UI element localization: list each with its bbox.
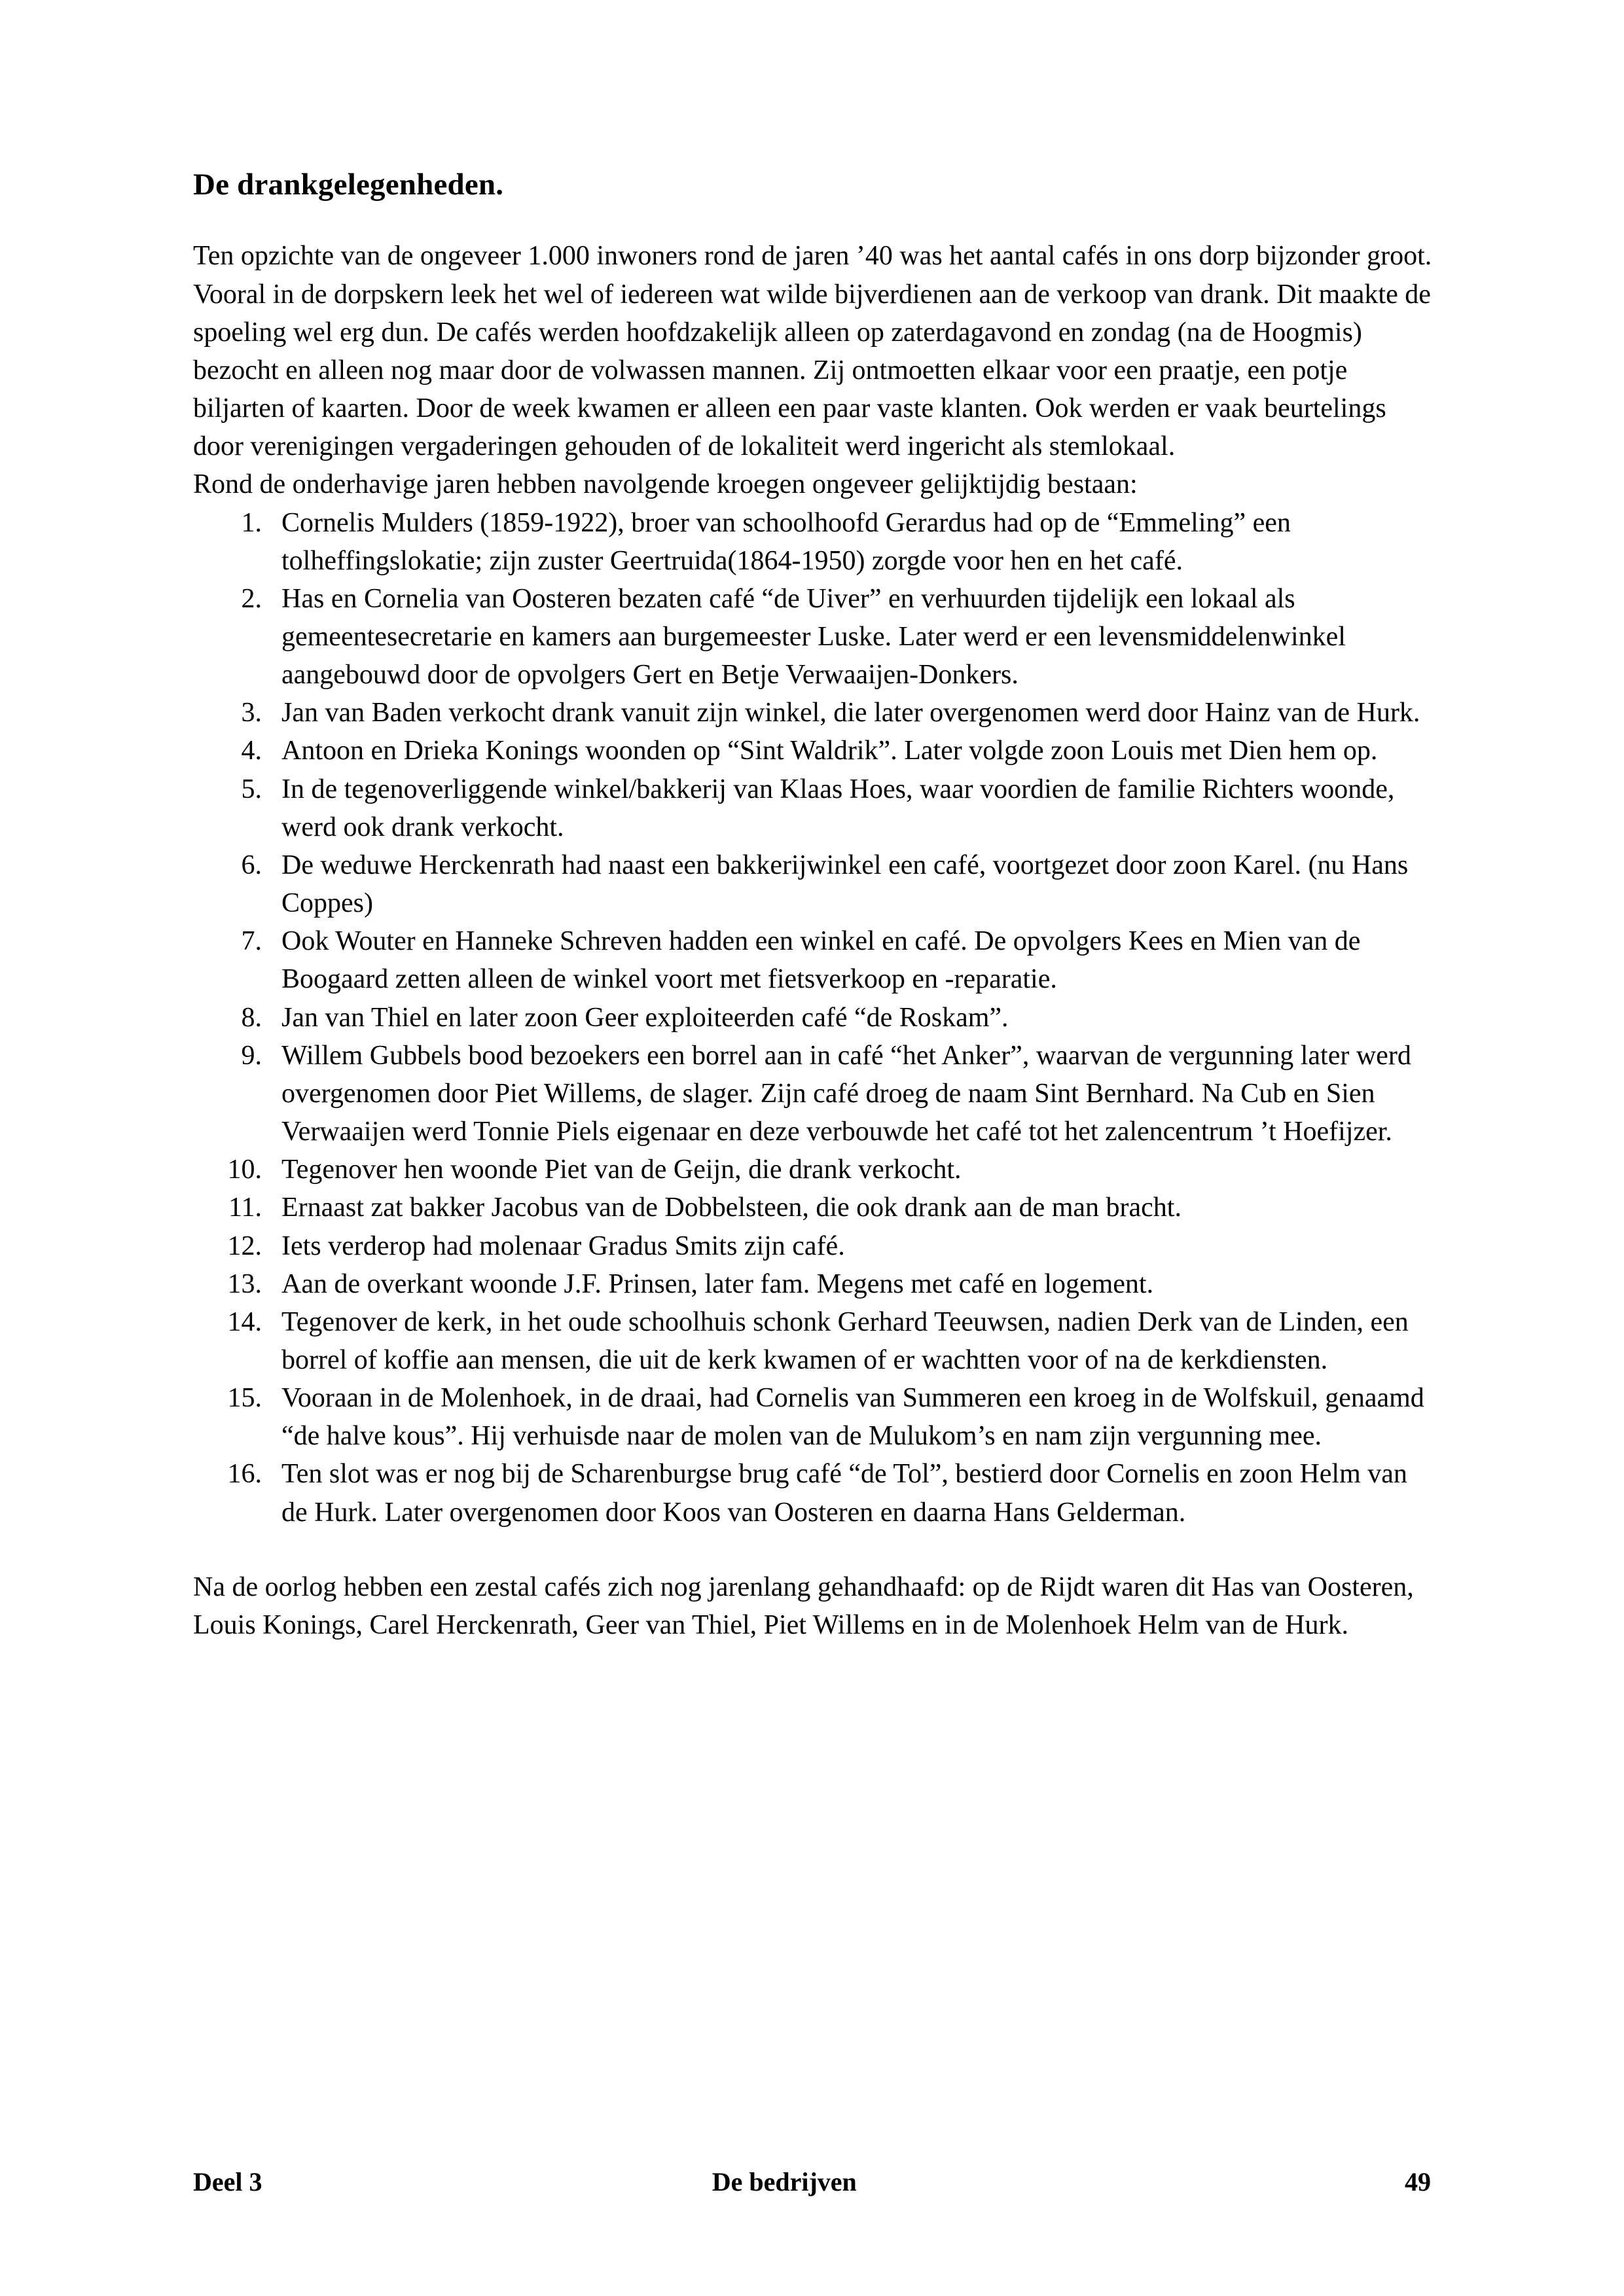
list-item xyxy=(193,1037,1437,1151)
list-item xyxy=(193,1265,1437,1303)
list-item xyxy=(193,999,1437,1037)
list-item xyxy=(193,1455,1437,1531)
list-item-marker: 1. xyxy=(241,507,262,538)
page-footer xyxy=(193,2166,1431,2197)
list-item-marker: 15. xyxy=(227,1383,262,1414)
page-title: De drankgelegenheden. xyxy=(193,168,504,202)
list-item-marker: 5. xyxy=(241,774,262,804)
list-item-text: Iets verderop had molenaar Gradus Smits zijn café. xyxy=(281,1230,845,1261)
closing-paragraph: Na de oorlog hebben een zestal cafés zich nog jarenlang gehandhaafd: op de Rijdt waren dit Has van Oosteren, Louis Konings, Carel Herckenrath, Geer van Thiel, Piet Willems en in de Molenhoek Helm van de Hurk. xyxy=(193,1571,1414,1640)
list-item-marker: 8. xyxy=(241,1002,262,1033)
list-item-text: Aan de overkant woonde J.F. Prinsen, later fam. Megens met café en logement. xyxy=(281,1268,1154,1299)
intro-paragraph: Ten opzichte van de ongeveer 1.000 inwoners rond de jaren ’40 was het aantal cafés in ons dorp bijzonder groot. Vooral in de dorpskern leek het wel of iedereen wat wilde bijverdienen aan de verkoop van drank. Dit maakte de spoeling wel erg dun. De cafés werden hoofdzakelijk alleen op zaterdagavond en zondag (na de Hoogmis) bezocht en alleen nog maar door de volwassen mannen. Zij ontmoetten elkaar voor een praatje, een potje biljarten of kaarten. Door de week kwamen er alleen een paar vaste klanten. Ook werden er vaak beurtelings door verenigingen vergaderingen gehouden of de lokaliteit werd ingericht als stemlokaal. xyxy=(193,241,1432,462)
list-item-text: Jan van Baden verkocht drank vanuit zijn winkel, die later overgenomen werd door Hainz van de Hurk. xyxy=(281,698,1420,728)
footer-page-number: 49 xyxy=(1405,2167,1431,2197)
footer-chapter-title: De bedrijven xyxy=(712,2167,857,2197)
list-item-marker: 4. xyxy=(241,736,262,766)
list-item-marker: 12. xyxy=(227,1230,262,1261)
list-item-text: Tegenover hen woonde Piet van de Geijn, die drank verkocht. xyxy=(281,1155,962,1185)
list-item-marker: 3. xyxy=(241,698,262,728)
list-item xyxy=(193,694,1437,732)
list-item-text: Ernaast zat bakker Jacobus van de Dobbelsteen, die ook drank aan de man bracht. xyxy=(281,1193,1182,1223)
list-item-marker: 13. xyxy=(227,1268,262,1299)
list-item xyxy=(193,504,1437,580)
list-item xyxy=(193,1189,1437,1227)
list-item-marker: 6. xyxy=(241,850,262,880)
list-item-marker: 14. xyxy=(227,1306,262,1337)
list-item-text: Ten slot was er nog bij de Scharenburgse brug café “de Tol”, bestierd door Cornelis en zoon Helm van de Hurk. Later overgenomen door Koos van Oosteren en daarna Hans Gelderman. xyxy=(281,1459,1407,1528)
cafe-list xyxy=(193,504,1437,1532)
list-item-marker: 7. xyxy=(241,926,262,957)
list-item-text: De weduwe Herckenrath had naast een bakkerijwinkel een café, voortgezet door zoon Karel. (nu Hans Coppes) xyxy=(281,850,1409,919)
list-item xyxy=(193,922,1437,998)
list-item-text: Jan van Thiel en later zoon Geer exploiteerden café “de Roskam”. xyxy=(281,1002,1009,1033)
list-item xyxy=(193,732,1437,770)
list-item-marker: 2. xyxy=(241,583,262,614)
list-item-text: Ook Wouter en Hanneke Schreven hadden een winkel en café. De opvolgers Kees en Mien van de Boogaard zetten alleen de winkel voort met fietsverkoop en -reparatie. xyxy=(281,926,1361,995)
document-content xyxy=(193,167,1437,1644)
list-item xyxy=(193,1379,1437,1455)
list-item-text: Antoon en Drieka Konings woonden op “Sint Waldrik”. Later volgde zoon Louis met Dien hem op. xyxy=(281,736,1378,766)
list-item xyxy=(193,846,1437,922)
list-item-text: Vooraan in de Molenhoek, in de draai, had Cornelis van Summeren een kroeg in de Wolfskuil, genaamd “de halve kous”. Hij verhuisde naar de molen van de Mulukom’s en nam zijn vergunning mee. xyxy=(281,1383,1424,1452)
list-item-text: Cornelis Mulders (1859-1922), broer van schoolhoofd Gerardus had op de “Emmeling” een tolheffingslokatie; zijn zuster Geertruida(1864-1950) zorgde voor hen en het café. xyxy=(281,507,1291,576)
list-lead-in: Rond de onderhavige jaren hebben navolgende kroegen ongeveer gelijktijdig bestaan: xyxy=(193,469,1138,500)
list-item xyxy=(193,1303,1437,1379)
closing-block xyxy=(193,1568,1437,1644)
list-item-text: Tegenover de kerk, in het oude schoolhuis schonk Gerhard Teeuwsen, nadien Derk van de Linden, een borrel of koffie aan mensen, die uit de kerk kwamen of er wachtten voor of na de kerkdiensten. xyxy=(281,1306,1409,1375)
list-item xyxy=(193,580,1437,694)
list-item-marker: 10. xyxy=(227,1155,262,1185)
list-item-marker: 11. xyxy=(228,1193,262,1223)
list-item-text: Has en Cornelia van Oosteren bezaten café “de Uiver” en verhuurden tijdelijk een lokaal als gemeentesecretarie en kamers aan burgemeester Luske. Later werd er een levensmiddelenwinkel aangebouwd door de opvolgers Gert en Betje Verwaaijen-Donkers. xyxy=(281,583,1346,691)
footer-section-label: Deel 3 xyxy=(193,2167,262,2197)
list-item xyxy=(193,1151,1437,1189)
list-item-text: In de tegenoverliggende winkel/bakkerij van Klaas Hoes, waar voordien de familie Richters woonde, werd ook drank verkocht. xyxy=(281,774,1395,842)
list-item-marker: 16. xyxy=(227,1459,262,1490)
list-item xyxy=(193,1227,1437,1265)
list-item-text: Willem Gubbels bood bezoekers een borrel aan in café “het Anker”, waarvan de vergunning later werd overgenomen door Piet Willems, de slager. Zijn café droeg de naam Sint Bernhard. Na Cub en Sien Verwaaijen werd Tonnie Piels eigenaar en deze verbouwde het café tot het zalencentrum ’t Hoefijzer. xyxy=(281,1040,1411,1147)
list-item-marker: 9. xyxy=(241,1040,262,1071)
list-item xyxy=(193,770,1437,846)
